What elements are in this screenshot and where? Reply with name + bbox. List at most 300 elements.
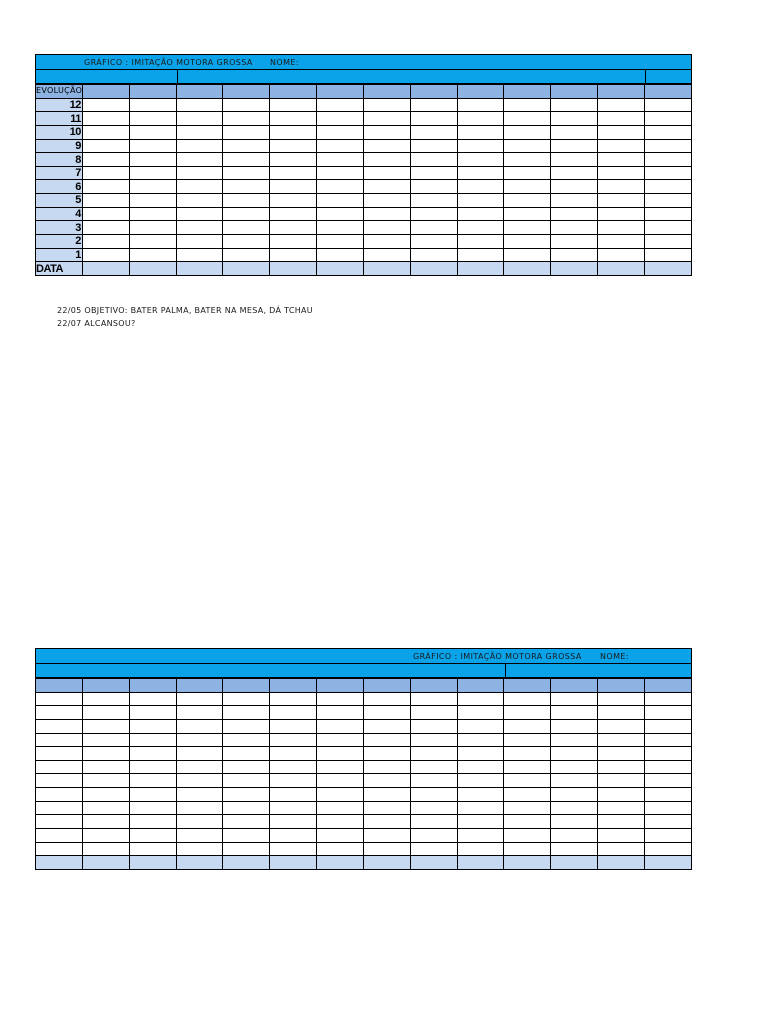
- grid-cell[interactable]: [363, 801, 410, 815]
- grid-cell[interactable]: [363, 125, 410, 139]
- grid-cell[interactable]: [270, 125, 317, 139]
- grid-cell[interactable]: [504, 153, 551, 167]
- grid-cell[interactable]: [598, 194, 645, 208]
- grid-cell[interactable]: [644, 679, 691, 693]
- grid-cell[interactable]: [270, 679, 317, 693]
- grid-cell[interactable]: [504, 747, 551, 761]
- grid-cell[interactable]: [504, 98, 551, 112]
- grid-cell[interactable]: [223, 747, 270, 761]
- grid-cell[interactable]: [223, 719, 270, 733]
- grid-cell[interactable]: [598, 221, 645, 235]
- grid-cell[interactable]: [363, 112, 410, 126]
- grid-cell[interactable]: [82, 235, 129, 249]
- grid-cell[interactable]: [82, 829, 129, 843]
- grid-cell[interactable]: [82, 262, 129, 276]
- grid-cell[interactable]: [270, 262, 317, 276]
- grid-cell[interactable]: [598, 692, 645, 706]
- grid-cell[interactable]: [644, 856, 691, 870]
- grid-cell[interactable]: [176, 706, 223, 720]
- grid-cell[interactable]: [82, 719, 129, 733]
- grid-cell[interactable]: [363, 733, 410, 747]
- grid-cell[interactable]: [410, 207, 457, 221]
- grid-cell[interactable]: [176, 166, 223, 180]
- grid-cell[interactable]: [363, 85, 410, 99]
- grid-cell[interactable]: [223, 788, 270, 802]
- grid-cell[interactable]: [223, 842, 270, 856]
- grid-cell[interactable]: [504, 85, 551, 99]
- grid-cell[interactable]: [644, 801, 691, 815]
- grid-cell[interactable]: [598, 760, 645, 774]
- grid-cell[interactable]: [457, 207, 504, 221]
- grid-cell[interactable]: [644, 139, 691, 153]
- grid-cell[interactable]: [363, 856, 410, 870]
- grid-cell[interactable]: [223, 153, 270, 167]
- grid-cell[interactable]: [176, 719, 223, 733]
- grid-cell[interactable]: [270, 112, 317, 126]
- grid-cell[interactable]: [551, 692, 598, 706]
- grid-cell[interactable]: [410, 98, 457, 112]
- grid-cell[interactable]: [36, 788, 83, 802]
- grid-cell[interactable]: [129, 801, 176, 815]
- grid-cell[interactable]: [176, 221, 223, 235]
- grid-cell[interactable]: [176, 139, 223, 153]
- grid-cell[interactable]: [129, 125, 176, 139]
- grid-cell[interactable]: [410, 760, 457, 774]
- grid-cell[interactable]: [270, 829, 317, 843]
- grid-cell[interactable]: [129, 207, 176, 221]
- grid-cell[interactable]: [551, 760, 598, 774]
- grid-cell[interactable]: [176, 235, 223, 249]
- grid-cell[interactable]: [598, 747, 645, 761]
- grid-cell[interactable]: [363, 692, 410, 706]
- grid-cell[interactable]: [129, 719, 176, 733]
- grid-cell[interactable]: [270, 221, 317, 235]
- grid-cell[interactable]: [36, 801, 83, 815]
- grid-cell[interactable]: [317, 679, 364, 693]
- grid-cell[interactable]: [457, 180, 504, 194]
- grid-cell[interactable]: [270, 856, 317, 870]
- grid-cell[interactable]: [317, 733, 364, 747]
- grid-cell[interactable]: [551, 207, 598, 221]
- grid-cell[interactable]: [317, 692, 364, 706]
- grid-cell[interactable]: [176, 760, 223, 774]
- grid-cell[interactable]: [410, 139, 457, 153]
- grid-cell[interactable]: [317, 706, 364, 720]
- grid-cell[interactable]: [176, 112, 223, 126]
- grid-cell[interactable]: [223, 139, 270, 153]
- grid-cell[interactable]: [457, 706, 504, 720]
- grid-cell[interactable]: [223, 221, 270, 235]
- grid-cell[interactable]: [82, 815, 129, 829]
- grid-cell[interactable]: [363, 706, 410, 720]
- grid-cell[interactable]: [457, 801, 504, 815]
- grid-cell[interactable]: [176, 733, 223, 747]
- grid-cell[interactable]: [598, 842, 645, 856]
- grid-cell[interactable]: [82, 747, 129, 761]
- grid-cell[interactable]: [223, 194, 270, 208]
- grid-cell[interactable]: [129, 180, 176, 194]
- grid-cell[interactable]: [82, 112, 129, 126]
- grid-cell[interactable]: [363, 829, 410, 843]
- grid-cell[interactable]: [551, 180, 598, 194]
- grid-cell[interactable]: [223, 180, 270, 194]
- grid-cell[interactable]: [644, 842, 691, 856]
- grid-cell[interactable]: [317, 125, 364, 139]
- grid-cell[interactable]: [504, 788, 551, 802]
- grid-cell[interactable]: [457, 788, 504, 802]
- grid-cell[interactable]: [457, 679, 504, 693]
- grid-cell[interactable]: [36, 842, 83, 856]
- grid-cell[interactable]: [176, 788, 223, 802]
- grid-cell[interactable]: [457, 856, 504, 870]
- grid-cell[interactable]: [223, 801, 270, 815]
- grid-cell[interactable]: [363, 194, 410, 208]
- grid-cell[interactable]: [270, 774, 317, 788]
- grid-cell[interactable]: [129, 98, 176, 112]
- grid-cell[interactable]: [410, 747, 457, 761]
- grid-cell[interactable]: [317, 262, 364, 276]
- grid-cell[interactable]: [551, 139, 598, 153]
- grid-cell[interactable]: [82, 85, 129, 99]
- grid-cell[interactable]: [598, 829, 645, 843]
- grid-cell[interactable]: [551, 856, 598, 870]
- grid-cell[interactable]: [598, 679, 645, 693]
- grid-cell[interactable]: [410, 125, 457, 139]
- grid-cell[interactable]: [551, 166, 598, 180]
- grid-cell[interactable]: [129, 194, 176, 208]
- grid-cell[interactable]: [82, 194, 129, 208]
- grid-cell[interactable]: [363, 719, 410, 733]
- grid-cell[interactable]: [551, 706, 598, 720]
- grid-cell[interactable]: [598, 801, 645, 815]
- grid-cell[interactable]: [317, 194, 364, 208]
- grid-cell[interactable]: [129, 788, 176, 802]
- grid-cell[interactable]: [223, 829, 270, 843]
- grid-cell[interactable]: [176, 856, 223, 870]
- grid-cell[interactable]: [36, 679, 83, 693]
- grid-cell[interactable]: [176, 829, 223, 843]
- grid-cell[interactable]: [598, 166, 645, 180]
- grid-cell[interactable]: [317, 719, 364, 733]
- grid-cell[interactable]: [410, 774, 457, 788]
- grid-cell[interactable]: [504, 679, 551, 693]
- grid-cell[interactable]: [504, 856, 551, 870]
- grid-cell[interactable]: [644, 207, 691, 221]
- grid-cell[interactable]: [410, 166, 457, 180]
- grid-cell[interactable]: [504, 801, 551, 815]
- grid-cell[interactable]: [270, 815, 317, 829]
- grid-cell[interactable]: [176, 125, 223, 139]
- grid-cell[interactable]: [82, 139, 129, 153]
- grid-cell[interactable]: [551, 788, 598, 802]
- grid-cell[interactable]: [598, 125, 645, 139]
- grid-cell[interactable]: [410, 733, 457, 747]
- grid-cell[interactable]: [363, 262, 410, 276]
- grid-cell[interactable]: [457, 815, 504, 829]
- grid-cell[interactable]: [223, 856, 270, 870]
- grid-cell[interactable]: [504, 815, 551, 829]
- grid-cell[interactable]: [363, 166, 410, 180]
- grid-cell[interactable]: [410, 679, 457, 693]
- grid-cell[interactable]: [644, 262, 691, 276]
- grid-cell[interactable]: [82, 706, 129, 720]
- grid-cell[interactable]: [317, 856, 364, 870]
- grid-cell[interactable]: [551, 85, 598, 99]
- grid-cell[interactable]: [410, 829, 457, 843]
- grid-cell[interactable]: [551, 774, 598, 788]
- grid-cell[interactable]: [129, 815, 176, 829]
- grid-cell[interactable]: [457, 733, 504, 747]
- grid-cell[interactable]: [223, 774, 270, 788]
- grid-cell[interactable]: [598, 180, 645, 194]
- grid-cell[interactable]: [551, 262, 598, 276]
- grid-cell[interactable]: [317, 760, 364, 774]
- grid-cell[interactable]: [410, 706, 457, 720]
- grid-cell[interactable]: [36, 706, 83, 720]
- grid-cell[interactable]: [223, 248, 270, 262]
- grid-cell[interactable]: [551, 153, 598, 167]
- grid-cell[interactable]: [317, 207, 364, 221]
- grid-cell[interactable]: [410, 194, 457, 208]
- grid-cell[interactable]: [129, 692, 176, 706]
- grid-cell[interactable]: [317, 98, 364, 112]
- grid-cell[interactable]: [644, 180, 691, 194]
- grid-cell[interactable]: [129, 829, 176, 843]
- grid-cell[interactable]: [644, 774, 691, 788]
- grid-cell[interactable]: [551, 829, 598, 843]
- grid-cell[interactable]: [270, 235, 317, 249]
- grid-cell[interactable]: [270, 194, 317, 208]
- grid-cell[interactable]: [598, 815, 645, 829]
- grid-cell[interactable]: [598, 719, 645, 733]
- grid-cell[interactable]: [270, 207, 317, 221]
- grid-cell[interactable]: [598, 98, 645, 112]
- grid-cell[interactable]: [644, 112, 691, 126]
- grid-cell[interactable]: [504, 692, 551, 706]
- grid-cell[interactable]: [598, 207, 645, 221]
- grid-cell[interactable]: [129, 153, 176, 167]
- grid-cell[interactable]: [223, 112, 270, 126]
- grid-cell[interactable]: [317, 235, 364, 249]
- grid-cell[interactable]: [317, 788, 364, 802]
- grid-cell[interactable]: [410, 180, 457, 194]
- grid-cell[interactable]: [176, 98, 223, 112]
- grid-cell[interactable]: [82, 98, 129, 112]
- grid-cell[interactable]: [82, 180, 129, 194]
- grid-cell[interactable]: [410, 235, 457, 249]
- grid-cell[interactable]: [457, 85, 504, 99]
- grid-cell[interactable]: [551, 801, 598, 815]
- grid-cell[interactable]: [363, 248, 410, 262]
- grid-cell[interactable]: [644, 815, 691, 829]
- grid-cell[interactable]: [410, 719, 457, 733]
- grid-cell[interactable]: [270, 706, 317, 720]
- grid-cell[interactable]: [223, 262, 270, 276]
- grid-cell[interactable]: [270, 733, 317, 747]
- grid-cell[interactable]: [317, 815, 364, 829]
- grid-cell[interactable]: [504, 706, 551, 720]
- grid-cell[interactable]: [504, 248, 551, 262]
- grid-cell[interactable]: [82, 679, 129, 693]
- grid-cell[interactable]: [129, 248, 176, 262]
- grid-cell[interactable]: [176, 194, 223, 208]
- grid-cell[interactable]: [410, 788, 457, 802]
- grid-cell[interactable]: [504, 829, 551, 843]
- grid-cell[interactable]: [129, 842, 176, 856]
- grid-cell[interactable]: [129, 221, 176, 235]
- grid-cell[interactable]: [644, 221, 691, 235]
- grid-cell[interactable]: [363, 98, 410, 112]
- grid-cell[interactable]: [317, 829, 364, 843]
- grid-cell[interactable]: [551, 98, 598, 112]
- grid-cell[interactable]: [457, 760, 504, 774]
- grid-cell[interactable]: [363, 180, 410, 194]
- grid-cell[interactable]: [504, 194, 551, 208]
- grid-cell[interactable]: [551, 125, 598, 139]
- grid-cell[interactable]: [504, 180, 551, 194]
- grid-cell[interactable]: [36, 719, 83, 733]
- grid-cell[interactable]: [129, 747, 176, 761]
- grid-cell[interactable]: [598, 85, 645, 99]
- grid-cell[interactable]: [317, 248, 364, 262]
- grid-cell[interactable]: [363, 235, 410, 249]
- grid-cell[interactable]: [129, 679, 176, 693]
- grid-cell[interactable]: [270, 760, 317, 774]
- grid-cell[interactable]: [504, 262, 551, 276]
- grid-cell[interactable]: [82, 692, 129, 706]
- grid-cell[interactable]: [551, 679, 598, 693]
- grid-cell[interactable]: [363, 153, 410, 167]
- grid-cell[interactable]: [598, 733, 645, 747]
- grid-cell[interactable]: [551, 719, 598, 733]
- grid-cell[interactable]: [551, 747, 598, 761]
- grid-cell[interactable]: [457, 125, 504, 139]
- grid-cell[interactable]: [129, 112, 176, 126]
- grid-cell[interactable]: [457, 262, 504, 276]
- grid-cell[interactable]: [457, 829, 504, 843]
- grid-cell[interactable]: [176, 207, 223, 221]
- grid-cell[interactable]: [457, 153, 504, 167]
- grid-cell[interactable]: [457, 139, 504, 153]
- grid-cell[interactable]: [36, 829, 83, 843]
- grid-cell[interactable]: [129, 760, 176, 774]
- grid-cell[interactable]: [317, 801, 364, 815]
- grid-cell[interactable]: [457, 774, 504, 788]
- grid-cell[interactable]: [504, 125, 551, 139]
- grid-cell[interactable]: [317, 139, 364, 153]
- grid-cell[interactable]: [270, 842, 317, 856]
- grid-cell[interactable]: [504, 221, 551, 235]
- grid-cell[interactable]: [551, 733, 598, 747]
- grid-cell[interactable]: [410, 85, 457, 99]
- grid-cell[interactable]: [551, 194, 598, 208]
- grid-cell[interactable]: [598, 856, 645, 870]
- grid-cell[interactable]: [457, 692, 504, 706]
- grid-cell[interactable]: [598, 153, 645, 167]
- grid-cell[interactable]: [551, 248, 598, 262]
- grid-cell[interactable]: [176, 153, 223, 167]
- grid-cell[interactable]: [644, 248, 691, 262]
- grid-cell[interactable]: [644, 788, 691, 802]
- grid-cell[interactable]: [223, 692, 270, 706]
- grid-cell[interactable]: [82, 125, 129, 139]
- grid-cell[interactable]: [457, 166, 504, 180]
- grid-cell[interactable]: [223, 125, 270, 139]
- grid-cell[interactable]: [504, 842, 551, 856]
- grid-cell[interactable]: [129, 733, 176, 747]
- grid-cell[interactable]: [270, 788, 317, 802]
- grid-cell[interactable]: [644, 235, 691, 249]
- grid-cell[interactable]: [176, 679, 223, 693]
- grid-cell[interactable]: [270, 248, 317, 262]
- grid-cell[interactable]: [504, 235, 551, 249]
- grid-cell[interactable]: [504, 774, 551, 788]
- grid-cell[interactable]: [82, 153, 129, 167]
- grid-cell[interactable]: [410, 248, 457, 262]
- grid-cell[interactable]: [644, 760, 691, 774]
- grid-cell[interactable]: [363, 221, 410, 235]
- grid-cell[interactable]: [317, 747, 364, 761]
- grid-cell[interactable]: [82, 856, 129, 870]
- grid-cell[interactable]: [457, 235, 504, 249]
- grid-cell[interactable]: [317, 774, 364, 788]
- grid-cell[interactable]: [176, 692, 223, 706]
- grid-cell[interactable]: [82, 788, 129, 802]
- grid-cell[interactable]: [270, 801, 317, 815]
- grid-cell[interactable]: [363, 788, 410, 802]
- grid-cell[interactable]: [644, 829, 691, 843]
- grid-cell[interactable]: [457, 719, 504, 733]
- grid-cell[interactable]: [598, 248, 645, 262]
- grid-cell[interactable]: [504, 166, 551, 180]
- grid-cell[interactable]: [270, 153, 317, 167]
- grid-cell[interactable]: [598, 706, 645, 720]
- grid-cell[interactable]: [129, 262, 176, 276]
- grid-cell[interactable]: [223, 706, 270, 720]
- grid-cell[interactable]: [504, 112, 551, 126]
- grid-cell[interactable]: [82, 733, 129, 747]
- grid-cell[interactable]: [176, 801, 223, 815]
- grid-cell[interactable]: [644, 719, 691, 733]
- grid-cell[interactable]: [129, 166, 176, 180]
- grid-cell[interactable]: [36, 747, 83, 761]
- grid-cell[interactable]: [598, 262, 645, 276]
- grid-cell[interactable]: [363, 747, 410, 761]
- grid-cell[interactable]: [410, 842, 457, 856]
- grid-cell[interactable]: [504, 719, 551, 733]
- grid-cell[interactable]: [363, 815, 410, 829]
- grid-cell[interactable]: [270, 719, 317, 733]
- grid-cell[interactable]: [176, 842, 223, 856]
- grid-cell[interactable]: [598, 235, 645, 249]
- grid-cell[interactable]: [223, 235, 270, 249]
- grid-cell[interactable]: [317, 180, 364, 194]
- grid-cell[interactable]: [551, 112, 598, 126]
- grid-cell[interactable]: [270, 98, 317, 112]
- grid-cell[interactable]: [644, 692, 691, 706]
- grid-cell[interactable]: [551, 842, 598, 856]
- grid-cell[interactable]: [410, 801, 457, 815]
- grid-cell[interactable]: [223, 733, 270, 747]
- grid-cell[interactable]: [644, 166, 691, 180]
- grid-cell[interactable]: [598, 774, 645, 788]
- grid-cell[interactable]: [363, 774, 410, 788]
- grid-cell[interactable]: [504, 760, 551, 774]
- grid-cell[interactable]: [551, 221, 598, 235]
- grid-cell[interactable]: [129, 856, 176, 870]
- grid-cell[interactable]: [270, 166, 317, 180]
- grid-cell[interactable]: [410, 692, 457, 706]
